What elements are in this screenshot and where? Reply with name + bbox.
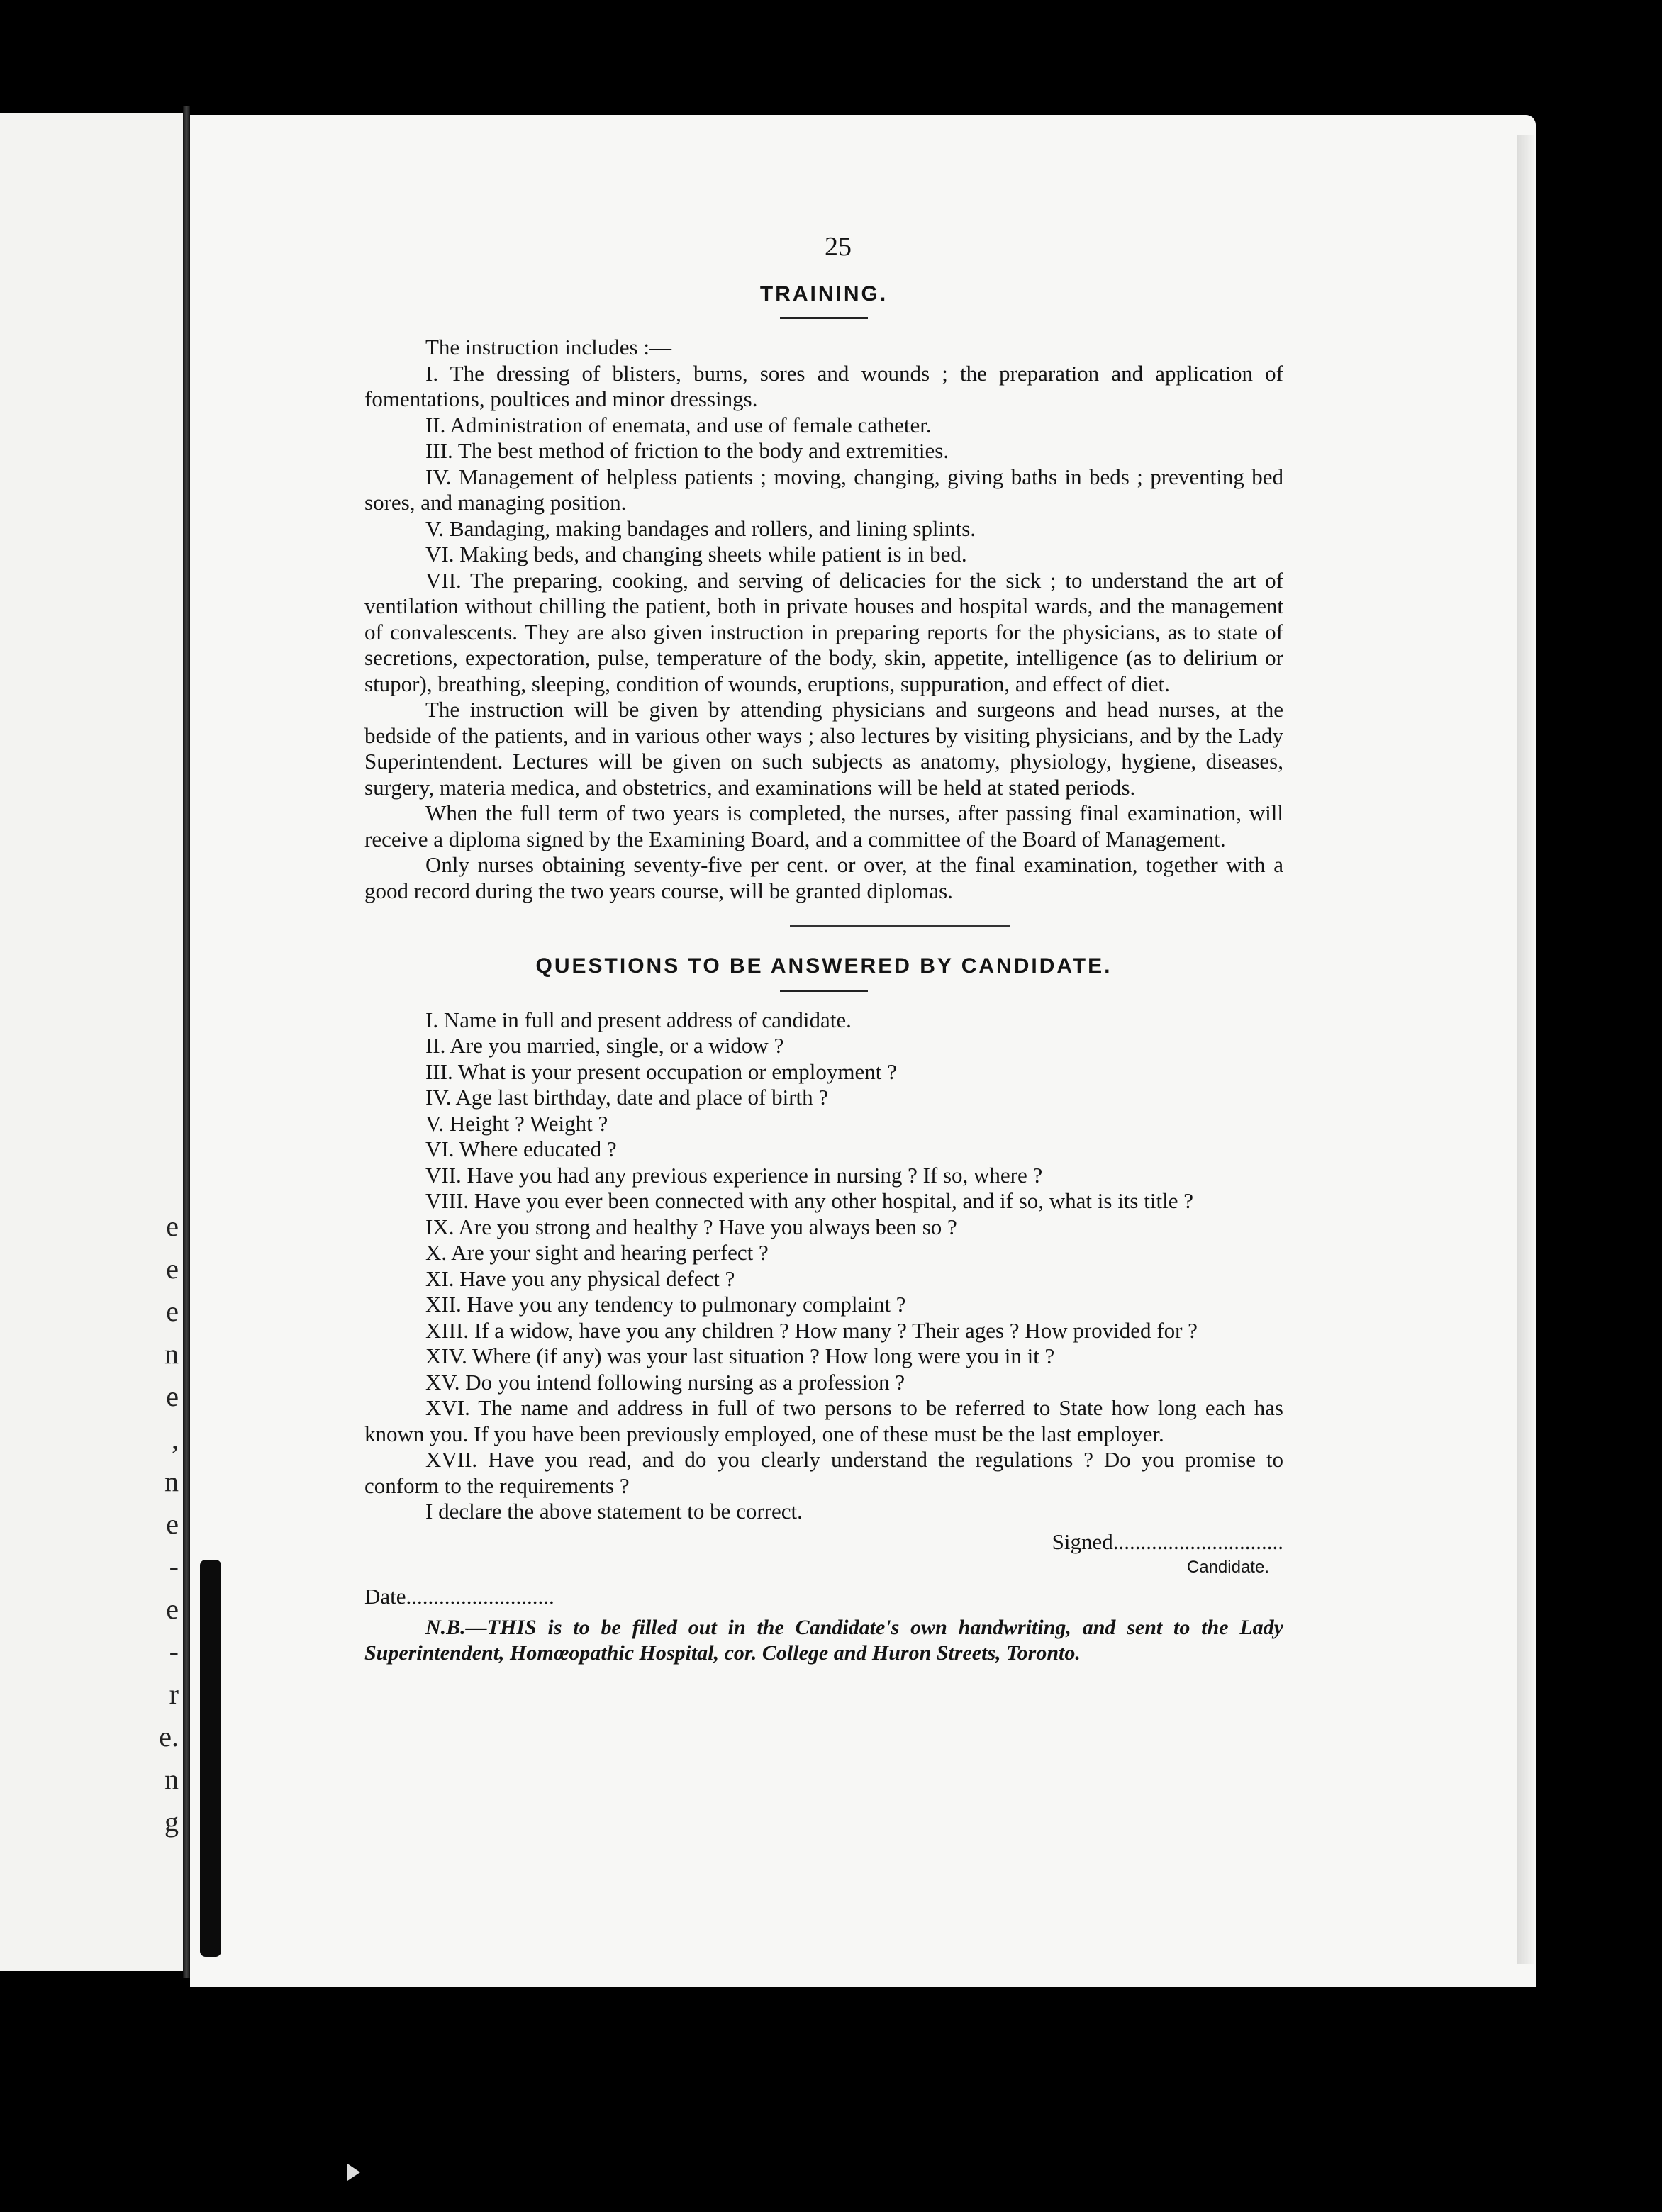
questions-title: QUESTIONS TO BE ANSWERED BY CANDIDATE. [535,954,1112,978]
training-item: I. The dressing of blisters, burns, sores and wounds ; the preparation and application of fomentations, poultices and minor dressings. [364,360,1283,411]
question-item: VIII. Have you ever been connected with any other hospital, and if so, what is its title ? [425,1188,1193,1213]
question-item: X. Are your sight and hearing perfect ? [425,1240,769,1265]
left-letter: e [166,1253,179,1285]
training-title: TRAINING. [759,281,888,306]
nota-bene: N.B.—THIS is to be filled out in the Candidate's own handwriting, and sent to the Lady Superintendent, Homœopathic Hospital, cor. College and Huron Streets, Toronto. [364,1616,1283,1665]
left-letter: - [169,1551,179,1582]
question-item: V. Height ? Weight ? [425,1110,608,1136]
title-rule [780,317,868,319]
spine-shadow [200,1560,221,1957]
left-letter: e. [159,1721,179,1753]
left-letter: n [164,1465,179,1497]
training-item: IV. Management of helpless patients ; moving, changing, giving baths in beds ; preventing bed sores, and managing position. [364,464,1283,515]
book-spine [183,106,190,1978]
left-letter: n [164,1338,179,1370]
question-item: VI. Where educated ? [425,1136,617,1161]
pointer-icon [347,2164,360,2181]
left-letter: e [166,1295,179,1327]
declaration: I declare the above statement to be correct. [425,1499,803,1524]
section-divider [790,925,1010,927]
question-item: IX. Are you strong and healthy ? Have you always been so ? [425,1214,957,1239]
training-intro: The instruction includes :— [425,335,671,359]
previous-page [0,113,186,1971]
question-item: VII. Have you had any previous experience in nursing ? If so, where ? [425,1162,1043,1188]
question-item: XIII. If a widow, have you any children ? How many ? Their ages ? How provided for ? [425,1317,1198,1343]
training-paragraph: The instruction will be given by attending physicians and surgeons and head nurses, at the bedside of the patients, and in various other ways ; also lectures by visiting physicians, and by the Lady Superintendent. Lectures will be given on such subjects as anatomy, physiology, hygiene, diseases, surgery, materia medica, and obstetrics, and examinations will be held at stated periods. [364,697,1283,800]
left-letter: r [169,1678,179,1710]
training-item: III. The best method of friction to the body and extremities. [425,438,949,463]
training-item: VI. Making beds, and changing sheets while patient is in bed. [425,542,967,566]
left-letter: g [164,1806,179,1838]
training-item: VII. The preparing, cooking, and serving of delicacies for the sick ; to understand the art of ventilation without chilling the patient, both in private houses and hospital wards, and the management of convalescents. They are also given instruction in preparing reports for the physicians, as to state of secretions, expectoration, pulse, temperature of the body, skin, appetite, intelligence (as to delirium or stupor), breathing, sleeping, condition of wounds, eruptions, suppuration, and effect of diet. [364,567,1283,696]
candidate-label: Candidate. [1186,1558,1269,1577]
training-item: II. Administration of enemata, and use of female catheter. [425,412,932,437]
left-letter: e [166,1508,179,1540]
question-item: XII. Have you any tendency to pulmonary complaint ? [425,1292,906,1317]
question-item: II. Are you married, single, or a widow ? [425,1033,784,1058]
left-letter: - [169,1636,179,1668]
training-item: V. Bandaging, making bandages and rollers, and lining splints. [425,515,976,541]
page-number: 25 [825,232,852,262]
left-letter: e [166,1380,179,1412]
title-rule [780,990,868,992]
date-line: Date........................... [364,1583,554,1609]
previous-page-text [157,1205,179,1843]
training-paragraph: When the full term of two years is completed, the nurses, after passing final examination, will receive a diploma signed by the Examining Board, and a committee of the Board of Management. [364,800,1283,851]
question-item: XV. Do you intend following nursing as a profession ? [425,1369,905,1395]
signature-line: Signed............................... [1052,1529,1283,1554]
question-item: XIV. Where (if any) was your last situation ? How long were you in it ? [425,1344,1055,1368]
left-letter: , [172,1423,179,1455]
left-letter: e [166,1593,179,1625]
left-letter: e [166,1210,179,1242]
question-item: XVI. The name and address in full of two persons to be referred to State how long each has known you. If you have been previously employed, one of these must be the last employer. [364,1395,1283,1446]
question-item: XVII. Have you read, and do you clearly understand the regulations ? Do you promise to conform to the requirements ? [364,1447,1283,1498]
question-item: III. What is your present occupation or employment ? [425,1058,897,1084]
left-letter: n [164,1763,179,1795]
question-item: IV. Age last birthday, date and place of birth ? [425,1085,829,1110]
question-item: XI. Have you any physical defect ? [425,1266,735,1291]
page-content [364,234,1283,1666]
training-paragraph: Only nurses obtaining seventy-five per cent. or over, at the final examination, together with a good record during the two years course, will be granted diplomas. [364,852,1283,903]
question-item: I. Name in full and present address of candidate. [425,1007,852,1032]
page-edge [1517,135,1534,1964]
